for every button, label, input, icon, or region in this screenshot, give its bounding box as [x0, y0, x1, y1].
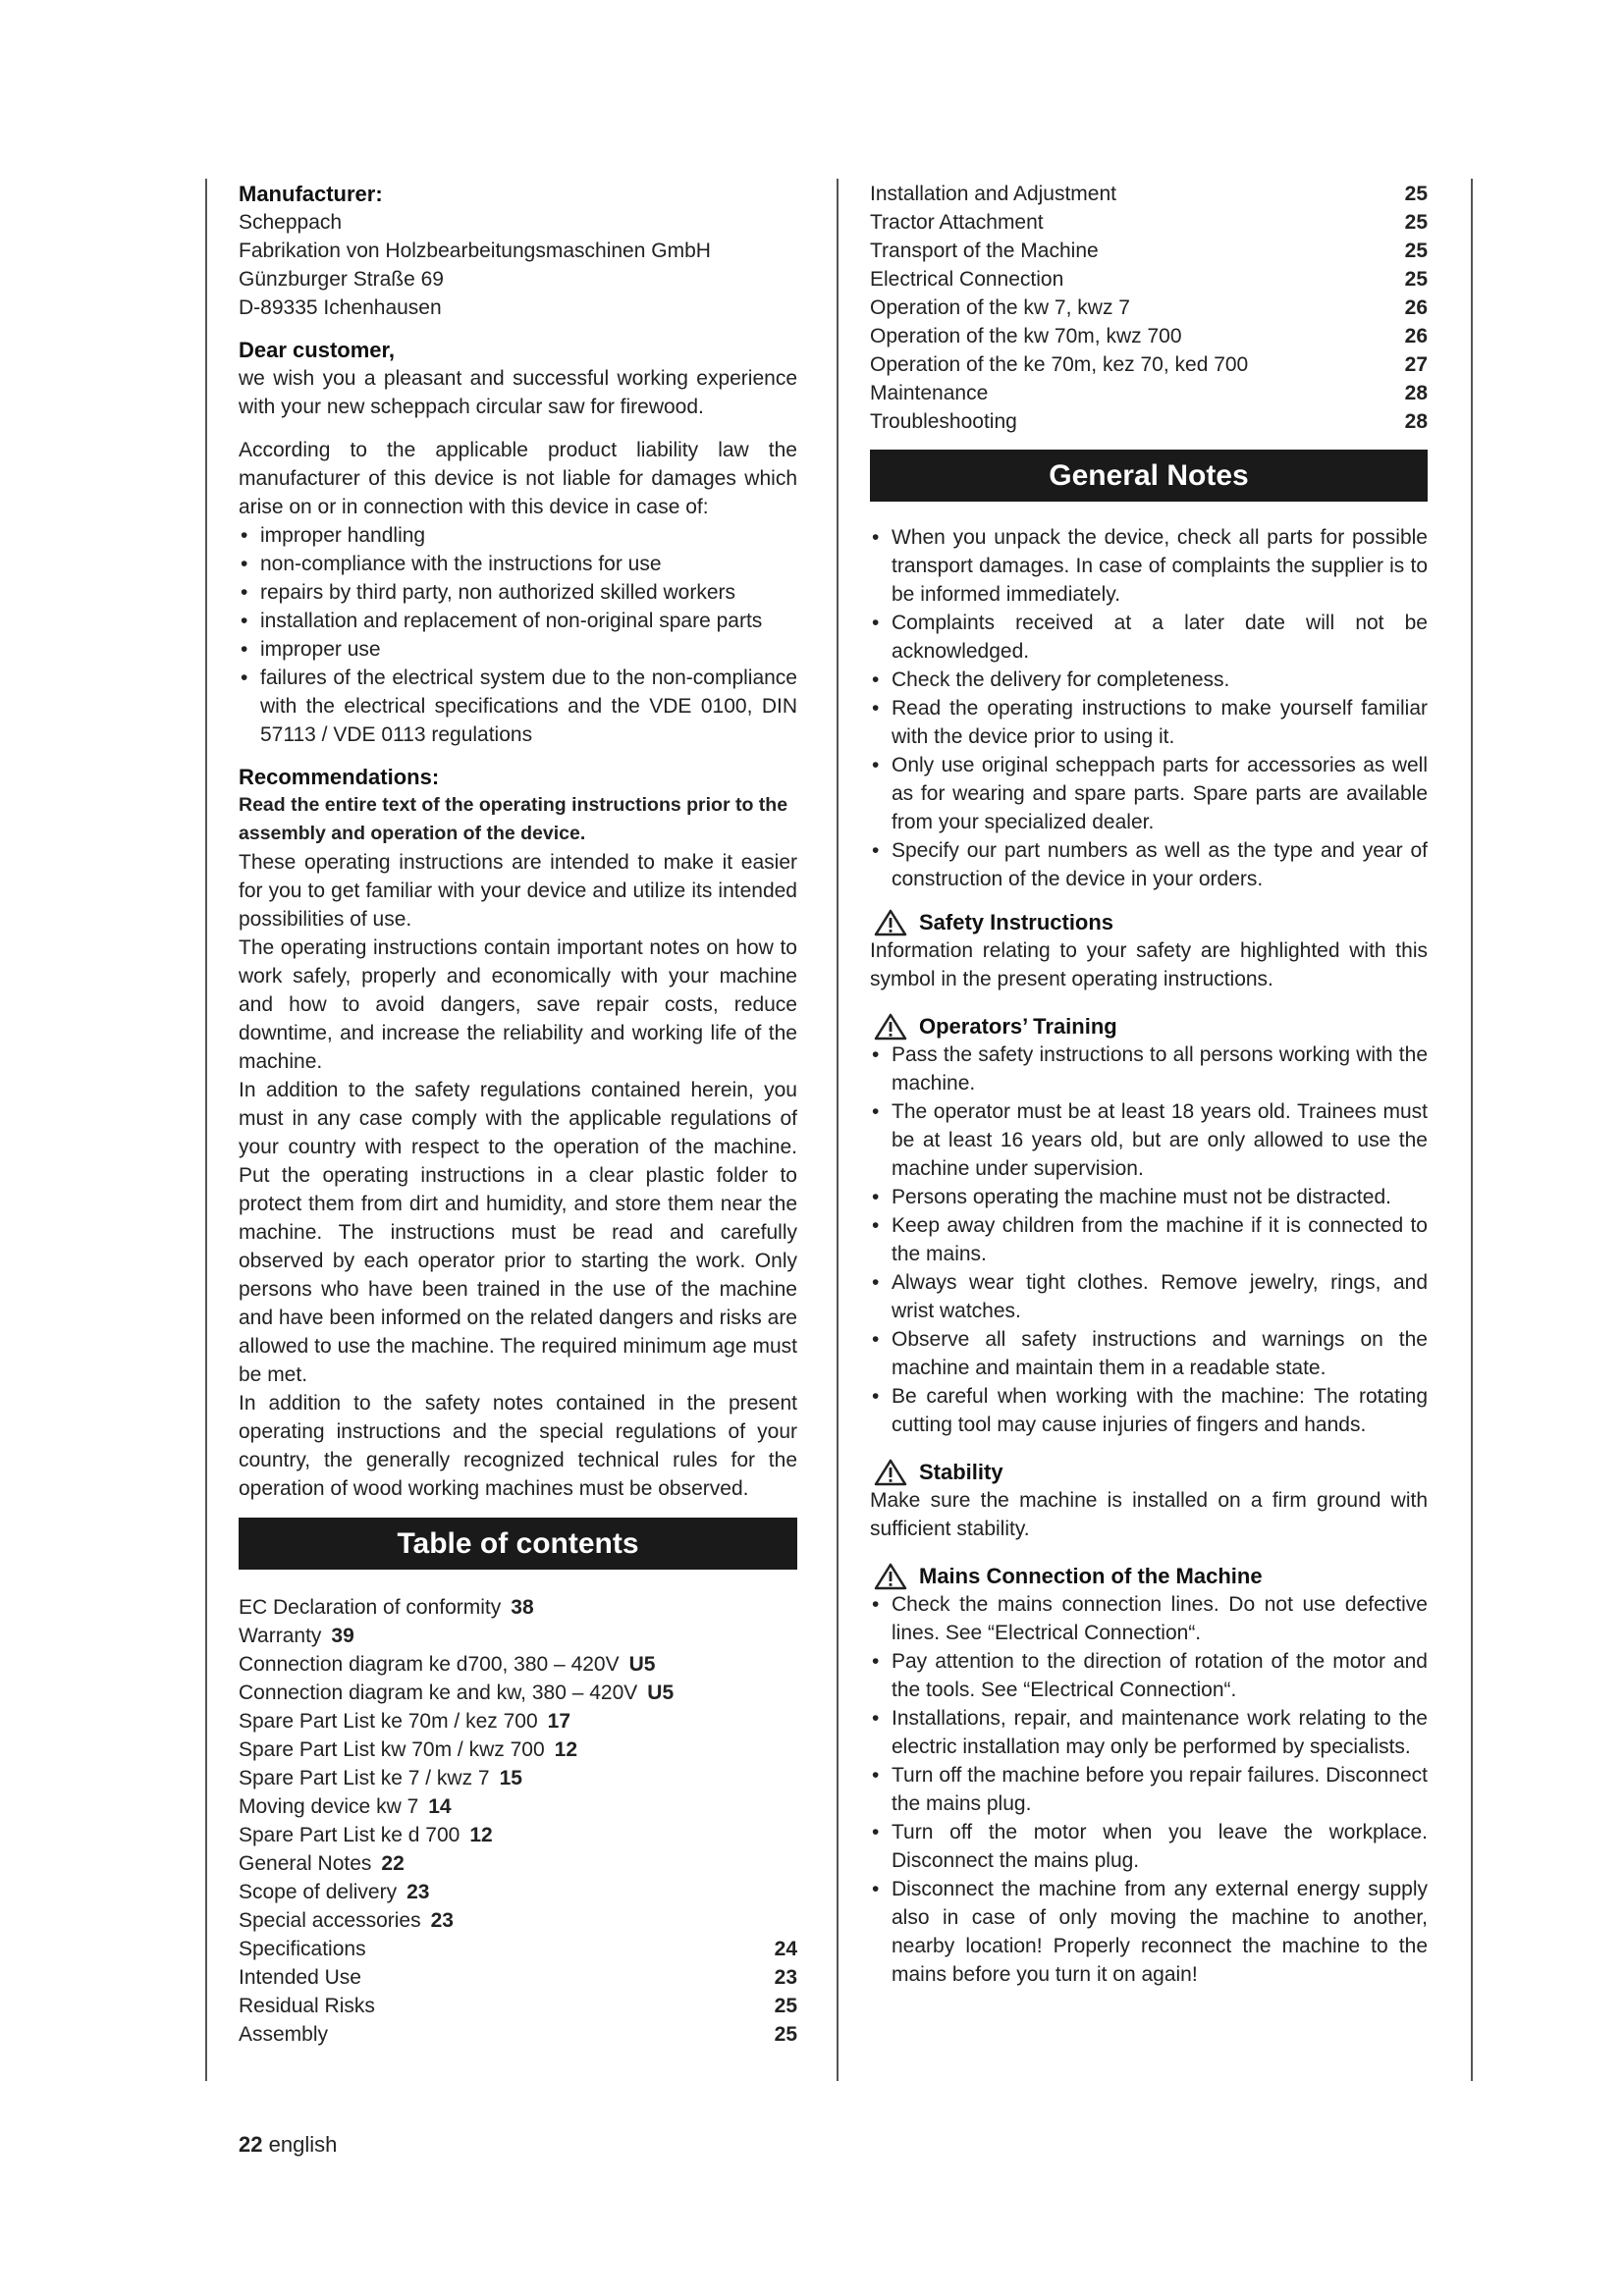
list-item: • Read the operating instructions to make yourself familiar with the device prior to using it.: [870, 694, 1428, 751]
list-item: • Always wear tight clothes. Remove jewelry, rings, and wrist watches.: [870, 1268, 1428, 1325]
toc-row[interactable]: [239, 1679, 797, 1707]
list-item: • Be careful when working with the machine: The rotating cutting tool may cause injuries of fingers and hands.: [870, 1382, 1428, 1439]
manufacturer-line: D-89335 Ichenhausen: [239, 296, 442, 319]
list-item: • When you unpack the device, check all parts for possible transport damages. In case of complaints the supplier is to be informed immediately.: [870, 523, 1428, 609]
recommendations-heading: Recommendations:: [239, 765, 440, 789]
toc-label: Operation of the kw 7, kwz 7: [870, 296, 1130, 319]
toc-row[interactable]: [239, 2020, 797, 2049]
page-number: 22: [239, 2132, 263, 2157]
safety-heading-row: [870, 908, 1428, 936]
toc-row[interactable]: [870, 294, 1428, 322]
toc-page: 22: [381, 1852, 405, 1875]
list-item: • Disconnect the machine from any external energy supply also in case of only moving the machine to another, nearby location! Properly reconnect the machine to the mains before you turn it on again!: [870, 1875, 1428, 1989]
liability-list: [239, 521, 797, 749]
toc-row[interactable]: [870, 180, 1428, 208]
manufacturer-line: Scheppach: [239, 211, 343, 234]
toc-page: 38: [511, 1596, 534, 1619]
left-column: [239, 180, 797, 2049]
page-footer: [239, 2130, 337, 2159]
center-rule: [837, 179, 839, 2081]
customer-section: [239, 336, 797, 421]
right-column: [870, 180, 1428, 1989]
manufacturer-section: [239, 180, 797, 322]
toc-row[interactable]: [239, 1963, 797, 1992]
toc-page: 23: [406, 1881, 430, 1903]
mains-section: [870, 1562, 1428, 1989]
toc-row[interactable]: [239, 1992, 797, 2020]
toc-page: 23: [774, 1966, 797, 1989]
toc-page: 25: [1404, 211, 1428, 234]
toc-row[interactable]: [239, 1878, 797, 1906]
toc-page: 12: [469, 1824, 493, 1846]
recommendations-paragraph: These operating instructions are intended to make it easier for you to get familiar with your device and utilize its intended possibilities of use.: [239, 851, 797, 931]
toc-label: Transport of the Machine: [870, 240, 1099, 262]
toc-label: Spare Part List ke d 700: [239, 1824, 460, 1846]
toc-label: Specifications: [239, 1938, 366, 1960]
toc-label: Spare Part List ke 70m / kez 700: [239, 1710, 538, 1733]
toc-row[interactable]: [870, 265, 1428, 294]
toc-label: Troubleshooting: [870, 410, 1017, 433]
stability-heading: Stability: [919, 1460, 1003, 1484]
toc-row[interactable]: [239, 1906, 797, 1935]
toc-continued: [870, 180, 1428, 436]
manufacturer-line: Günzburger Straße 69: [239, 268, 444, 291]
toc-page: 15: [499, 1767, 522, 1789]
warning-triangle-icon: [874, 1563, 907, 1590]
toc-row[interactable]: [870, 208, 1428, 237]
manufacturer-heading: Manufacturer:: [239, 182, 383, 206]
general-notes-banner: General Notes: [870, 450, 1428, 502]
list-item: • Persons operating the machine must not be distracted.: [870, 1183, 1428, 1211]
toc-label: General Notes: [239, 1852, 372, 1875]
toc-page: U5: [647, 1682, 675, 1704]
toc-row[interactable]: [239, 1650, 797, 1679]
toc-row[interactable]: [870, 407, 1428, 436]
toc-label: Connection diagram ke and kw, 380 – 420V: [239, 1682, 638, 1704]
toc-page: 25: [1404, 268, 1428, 291]
list-item: • Installations, repair, and maintenance work relating to the electric installation may only be performed by specialists.: [870, 1704, 1428, 1761]
list-item: • Keep away children from the machine if it is connected to the mains.: [870, 1211, 1428, 1268]
stability-heading-row: [870, 1458, 1428, 1486]
toc-row[interactable]: [239, 1735, 797, 1764]
left-margin-rule: [205, 179, 207, 2081]
toc-label: Electrical Connection: [870, 268, 1064, 291]
training-heading: Operators’ Training: [919, 1014, 1117, 1039]
list-item: • Observe all safety instructions and warnings on the machine and maintain them in a readable state.: [870, 1325, 1428, 1382]
toc-row[interactable]: [239, 1593, 797, 1622]
toc-list: [239, 1593, 797, 2049]
toc-row[interactable]: [870, 379, 1428, 407]
recommendations-paragraph: The operating instructions contain important notes on how to work safely, properly and economically with your machine and how to avoid dangers, save repair costs, reduce downtime, and increase the reliability and working life of the machine.: [239, 936, 797, 1073]
toc-label: Connection diagram ke d700, 380 – 420V: [239, 1653, 620, 1676]
toc-page: 25: [774, 2023, 797, 2046]
warning-triangle-icon: [874, 1459, 907, 1486]
toc-page: 27: [1404, 353, 1428, 376]
recommendations-intro: Read the entire text of the operating instructions prior to the assembly and operation of the device.: [239, 794, 788, 844]
toc-label: Spare Part List ke 7 / kwz 7: [239, 1767, 490, 1789]
general-notes-list: [870, 523, 1428, 893]
list-item: • non-compliance with the instructions for use: [239, 550, 797, 578]
toc-page: 24: [774, 1938, 797, 1960]
stability-section: [870, 1458, 1428, 1543]
liability-text: According to the applicable product liability law the manufacturer of this device is not liable for damages which arise on or in connection with this device in case of:: [239, 439, 797, 518]
list-item: • installation and replacement of non-original spare parts: [239, 607, 797, 635]
toc-page: U5: [628, 1653, 656, 1676]
customer-heading: Dear customer,: [239, 338, 395, 362]
toc-label: Maintenance: [870, 382, 989, 404]
toc-row[interactable]: [870, 350, 1428, 379]
toc-label: Installation and Adjustment: [870, 183, 1116, 205]
toc-label: Operation of the ke 70m, kez 70, ked 700: [870, 353, 1249, 376]
list-item: • Pass the safety instructions to all persons working with the machine.: [870, 1041, 1428, 1097]
toc-page: 17: [547, 1710, 571, 1733]
toc-banner: Table of contents: [239, 1518, 797, 1570]
list-item: • Pay attention to the direction of rotation of the motor and the tools. See “Electrical Connection“.: [870, 1647, 1428, 1704]
customer-text: we wish you a pleasant and successful working experience with your new scheppach circular saw for firewood.: [239, 367, 797, 418]
toc-page: 39: [331, 1625, 354, 1647]
toc-row[interactable]: [239, 1764, 797, 1792]
toc-page: 26: [1404, 325, 1428, 347]
list-item: • Turn off the motor when you leave the workplace. Disconnect the mains plug.: [870, 1818, 1428, 1875]
right-margin-rule: [1471, 179, 1473, 2081]
toc-row[interactable]: [239, 1707, 797, 1735]
toc-label: Spare Part List kw 70m / kwz 700: [239, 1738, 545, 1761]
mains-list: [870, 1590, 1428, 1989]
stability-text: Make sure the machine is installed on a firm ground with sufficient stability.: [870, 1489, 1428, 1540]
toc-row[interactable]: [239, 1792, 797, 1821]
recommendations-paragraph: In addition to the safety regulations contained herein, you must in any case comply with the applicable regulations of your country with respect to the operation of the machine. Put the operating instructions in a clear plastic folder to protect them from dirt and humidity, and store them near the machine. The instructions must be read and carefully observed by each operator prior to starting the work. Only persons who have been trained in the use of the machine and have been informed on the related dangers and risks are allowed to use the machine. The required minimum age must be met.: [239, 1079, 797, 1386]
toc-page: 14: [428, 1795, 452, 1818]
list-item: • repairs by third party, non authorized skilled workers: [239, 578, 797, 607]
toc-label: Residual Risks: [239, 1995, 375, 2017]
list-item: • Complaints received at a later date will not be acknowledged.: [870, 609, 1428, 666]
safety-section: [870, 908, 1428, 993]
toc-row[interactable]: [870, 237, 1428, 265]
list-item: • improper handling: [239, 521, 797, 550]
toc-page: 23: [430, 1909, 454, 1932]
manufacturer-line: Fabrikation von Holzbearbeitungsmaschinen GmbH: [239, 240, 711, 262]
toc-page: 25: [1404, 240, 1428, 262]
toc-label: Tractor Attachment: [870, 211, 1044, 234]
list-item: • Check the mains connection lines. Do not use defective lines. See “Electrical Connection“.: [870, 1590, 1428, 1647]
list-item: • Turn off the machine before you repair failures. Disconnect the mains plug.: [870, 1761, 1428, 1818]
recommendations-paragraph: In addition to the safety notes contained in the present operating instructions and the special regulations of your country, the generally recognized technical rules for the operation of wood working machines must be observed.: [239, 1392, 797, 1500]
toc-label: Moving device kw 7: [239, 1795, 419, 1818]
footer-language: english: [268, 2132, 338, 2157]
mains-heading-row: [870, 1562, 1428, 1590]
safety-text: Information relating to your safety are highlighted with this symbol in the present operating instructions.: [870, 939, 1428, 990]
toc-label: Special accessories: [239, 1909, 421, 1932]
toc-label: Scope of delivery: [239, 1881, 398, 1903]
warning-triangle-icon: [874, 1013, 907, 1041]
toc-row[interactable]: [239, 1622, 797, 1650]
mains-heading: Mains Connection of the Machine: [919, 1564, 1263, 1588]
liability-section: [239, 436, 797, 749]
toc-page: 28: [1404, 382, 1428, 404]
toc-page: 12: [554, 1738, 577, 1761]
toc-row[interactable]: [239, 1821, 797, 1849]
toc-page: 26: [1404, 296, 1428, 319]
list-item: • improper use: [239, 635, 797, 664]
list-item: • The operator must be at least 18 years old. Trainees must be at least 16 years old, but are only allowed to use the machine under supervision.: [870, 1097, 1428, 1183]
training-heading-row: [870, 1012, 1428, 1041]
training-list: [870, 1041, 1428, 1439]
list-item: • Check the delivery for completeness.: [870, 666, 1428, 694]
toc-page: 25: [774, 1995, 797, 2017]
training-section: [870, 1012, 1428, 1439]
toc-row[interactable]: [239, 1849, 797, 1878]
list-item: • Only use original scheppach parts for accessories as well as for wearing and spare parts. Spare parts are available from your specialized dealer.: [870, 751, 1428, 836]
toc-row[interactable]: [870, 322, 1428, 350]
toc-label: EC Declaration of conformity: [239, 1596, 502, 1619]
warning-triangle-icon: [874, 909, 907, 936]
toc-page: 25: [1404, 183, 1428, 205]
recommendations-section: [239, 763, 797, 1503]
toc-row[interactable]: [239, 1935, 797, 1963]
safety-heading: Safety Instructions: [919, 910, 1114, 934]
list-item: • Specify our part numbers as well as the type and year of construction of the device in your orders.: [870, 836, 1428, 893]
list-item: • failures of the electrical system due to the non-compliance with the electrical specifications and the VDE 0100, DIN 57113 / VDE 0113 regulations: [239, 664, 797, 749]
toc-label: Warranty: [239, 1625, 322, 1647]
toc-label: Assembly: [239, 2023, 329, 2046]
toc-label: Operation of the kw 70m, kwz 700: [870, 325, 1182, 347]
toc-page: 28: [1404, 410, 1428, 433]
toc-label: Intended Use: [239, 1966, 361, 1989]
